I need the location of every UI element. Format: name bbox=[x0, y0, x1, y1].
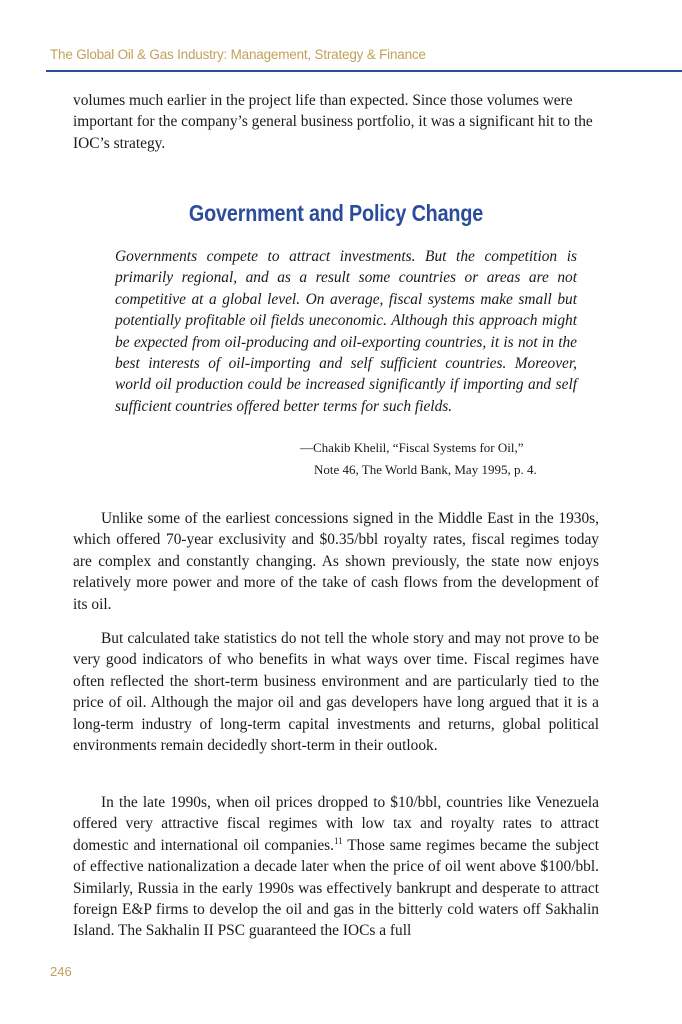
body-paragraph-2: But calculated take statistics do not tell the whole story and may not prove to be very good indicators of who benefits in what ways over time. Fiscal regimes have often reflected the short-term business environment and are particularly tied to the price of oil. Although the major oil and gas developers have long argued that it is a long-term industry of long-term capital investments and returns, global political environments remain decidedly short-term in their outlook. bbox=[73, 630, 599, 755]
attribution-line-1: —Chakib Khelil, “Fiscal Systems for Oil,” bbox=[300, 440, 524, 455]
body-paragraph-1: Unlike some of the earliest concessions signed in the Middle East in the 1930s, which offered 70-year exclusivity and $0.35/bbl royalty rates, fiscal regimes today are complex and constantly changing. As shown previously, the state now enjoys relatively more power and more of the take of cash flows from the development of its oil. bbox=[73, 510, 599, 613]
paragraph-3-text-a: In the late 1990s, when oil prices dropped to $10/bbl, countries like Venezuela offered very attractive fiscal regimes with low tax and royalty rates to attract domestic and international oil companies. bbox=[73, 794, 599, 854]
paragraph-3-text-b: Those same regimes became the subject of effective nationalization a decade later when the price of oil went above $100/bbl. Similarly, Russia in the early 1990s was effectively bankrupt and desperate to attract foreign E&P firms to develop the oil and gas in the bitterly cold waters off Sakhalin Island. The Sakhalin II PSC guaranteed the IOCs a full bbox=[73, 836, 600, 940]
running-head: The Global Oil & Gas Industry: Management, Strategy & Finance bbox=[50, 47, 426, 62]
header-rule bbox=[46, 70, 682, 72]
intro-paragraph: volumes much earlier in the project life than expected. Since those volumes were important for the company’s general business portfolio, it was a significant hit to the IOC’s strategy. bbox=[73, 92, 593, 152]
body-paragraph-3 bbox=[73, 792, 599, 942]
page-number: 246 bbox=[50, 964, 72, 979]
section-heading: Government and Policy Change bbox=[188, 200, 484, 226]
footnote-reference[interactable]: 11 bbox=[334, 835, 343, 846]
epigraph-quote: Governments compete to attract investments. But the competition is primarily regional, and as a result some countries or areas are not competitive at a global level. On average, fiscal systems make small but potentially profitable oil fields uneconomic. Although this approach might be expected from oil-producing and oil-exporting countries, it is not in the best interests of oil-importing and self sufficient countries. Moreover, world oil production could be increased significantly if importing and self sufficient countries offered better terms for such fields. bbox=[115, 248, 577, 415]
epigraph-attribution bbox=[300, 437, 580, 481]
attribution-line-2: Note 46, The World Bank, May 1995, p. 4. bbox=[314, 462, 537, 477]
